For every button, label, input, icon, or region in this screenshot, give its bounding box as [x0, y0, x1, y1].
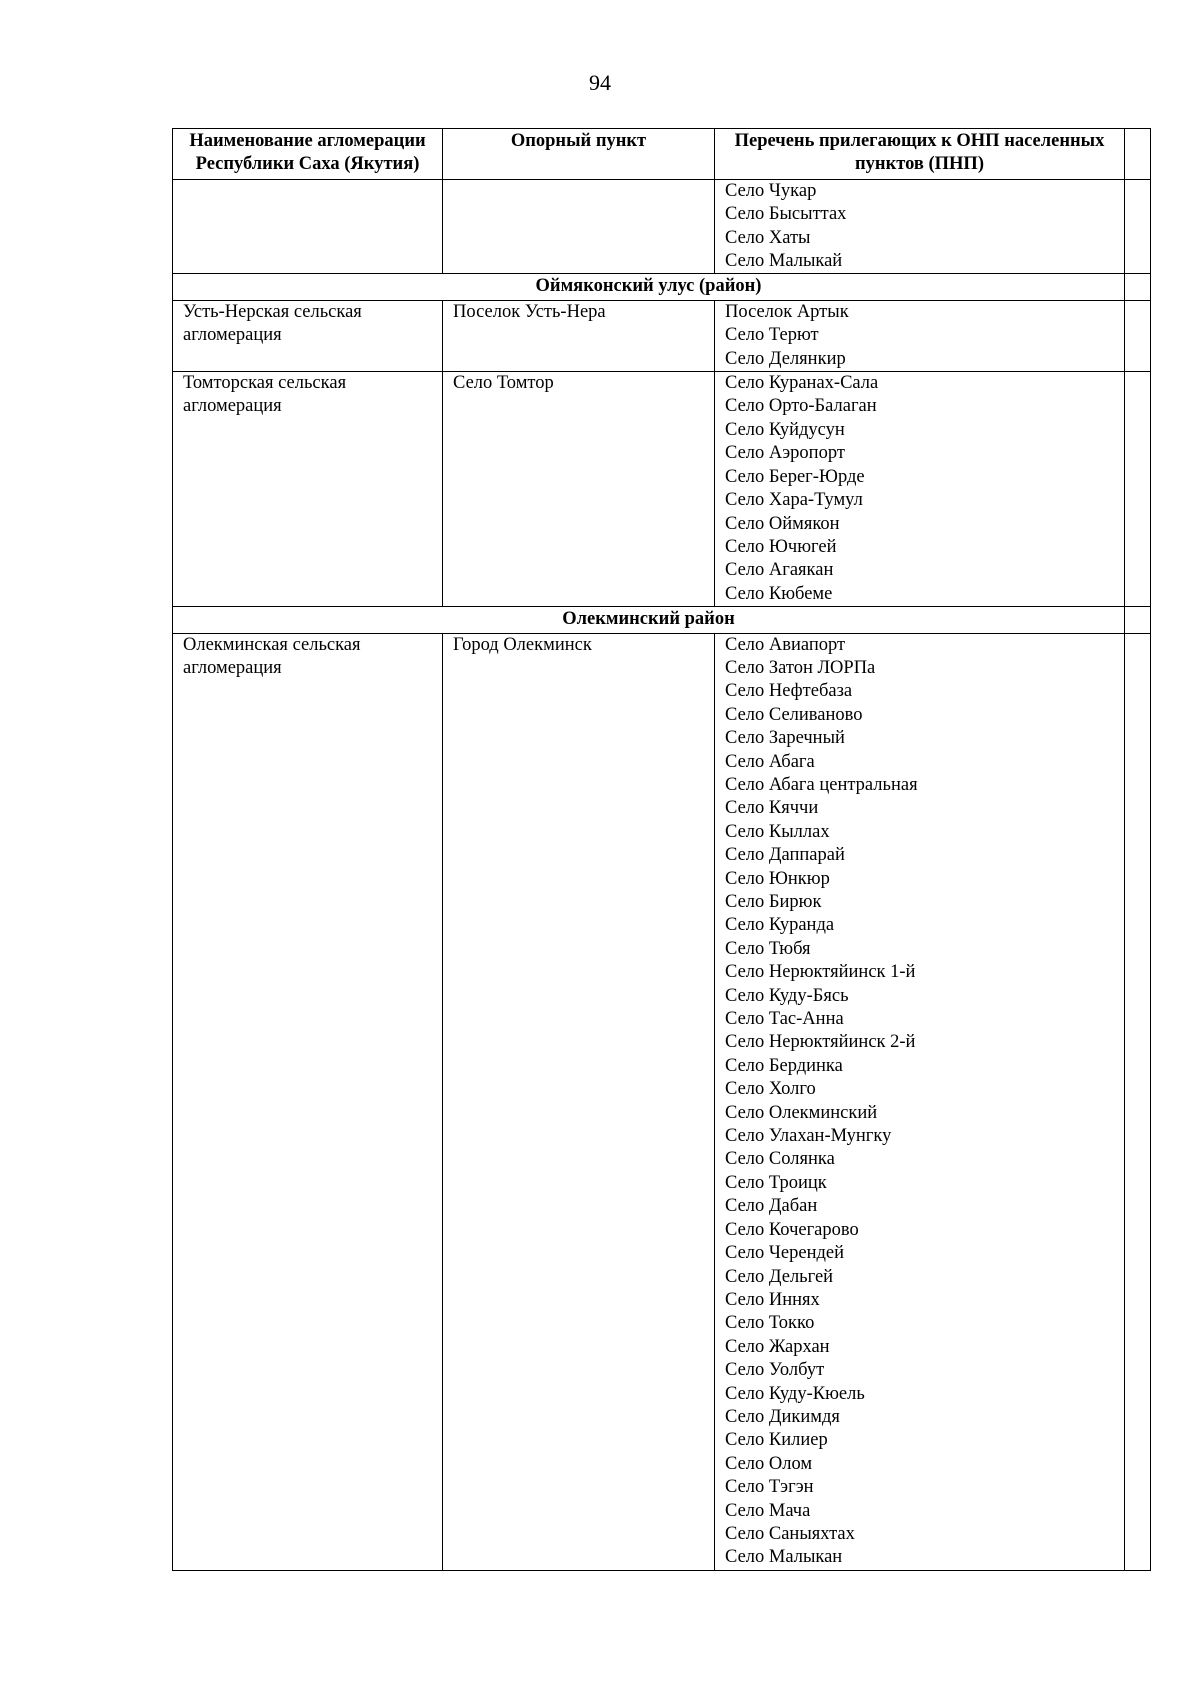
- settlement-item: Село Токко: [725, 1313, 815, 1334]
- settlement-item: Село Хара-Тумул: [725, 490, 863, 511]
- extra-cell: [1125, 607, 1151, 633]
- settlement-item: Село Кочегарово: [725, 1219, 859, 1240]
- table-row: [173, 179, 1151, 274]
- settlement-item: Село Чукар: [725, 180, 817, 201]
- extra-cell: [1125, 633, 1151, 1570]
- settlement-item: Село Куранах-Сала: [725, 373, 879, 394]
- settlement-item: Село Черендей: [725, 1243, 845, 1264]
- center-cell: Город Олекминск: [443, 633, 715, 1570]
- settlement-item: Село Тюбя: [725, 938, 811, 959]
- settlement-item: Село Мача: [725, 1500, 811, 1521]
- settlement-item: Село Улахан-Мунгку: [725, 1126, 892, 1147]
- settlements-cell: [715, 179, 1125, 274]
- settlement-item: Село Иннях: [725, 1289, 820, 1310]
- settlement-item: Село Олом: [725, 1453, 813, 1474]
- settlement-item: Село Агаякан: [725, 560, 834, 581]
- settlement-item: Село Берег-Юрде: [725, 466, 865, 487]
- settlement-item: Село Троицк: [725, 1172, 827, 1193]
- section-header-row: [173, 607, 1151, 633]
- settlement-item: Село Затон ЛОРПа: [725, 657, 876, 678]
- settlement-item: Село Куйдусун: [725, 419, 845, 440]
- settlement-item: Село Делянкир: [725, 348, 846, 369]
- table-row: [173, 300, 1151, 371]
- settlement-item: Село Абага: [725, 751, 815, 772]
- settlement-item: Село Тас-Анна: [725, 1009, 844, 1030]
- settlement-item: Село Малыкан: [725, 1547, 843, 1568]
- extra-cell: [1125, 300, 1151, 371]
- settlement-item: Село Хаты: [725, 227, 811, 248]
- settlement-item: Село Куду-Бясь: [725, 985, 849, 1006]
- settlement-item: Село Килиер: [725, 1430, 828, 1451]
- center-cell: Поселок Усть-Нера: [443, 300, 715, 371]
- settlement-item: Село Кяччи: [725, 798, 819, 819]
- settlement-item: Село Нерюктяйинск 2-й: [725, 1032, 916, 1053]
- header-agglomeration: Наименование агломерации Республики Саха (Якутия): [173, 129, 443, 180]
- settlement-item: Село Куранда: [725, 915, 835, 936]
- table-body: [173, 179, 1151, 1570]
- settlement-item: Село Заречный: [725, 728, 845, 749]
- settlement-item: Село Абага центральная: [725, 774, 918, 795]
- settlement-item: Село Кыллах: [725, 821, 830, 842]
- settlement-item: Село Бердинка: [725, 1055, 843, 1076]
- agglomeration-cell: Олекминская сельская агломерация: [173, 633, 443, 1570]
- agglomeration-cell: Томторская сельская агломерация: [173, 372, 443, 607]
- settlement-item: Село Оймякон: [725, 513, 840, 534]
- extra-cell: [1125, 372, 1151, 607]
- section-header-row: [173, 274, 1151, 300]
- table-row: [173, 372, 1151, 607]
- settlement-item: Село Дикимдя: [725, 1406, 840, 1427]
- header-extra-column: [1125, 129, 1151, 180]
- settlement-item: Село Малыкай: [725, 251, 843, 272]
- section-title: Олекминский район: [173, 607, 1125, 633]
- settlements-cell: [715, 633, 1125, 1570]
- settlement-item: Село Холго: [725, 1079, 816, 1100]
- extra-cell: [1125, 179, 1151, 274]
- settlement-item: Село Ючюгей: [725, 536, 837, 557]
- settlements-cell: [715, 300, 1125, 371]
- settlement-item: Село Нефтебаза: [725, 681, 853, 702]
- settlements-cell: [715, 372, 1125, 607]
- agglomeration-table: [172, 128, 1151, 1571]
- section-title: Оймяконский улус (район): [173, 274, 1125, 300]
- agglomeration-cell: Усть-Нерская сельская агломерация: [173, 300, 443, 371]
- settlement-item: Село Селиваново: [725, 704, 863, 725]
- header-settlements: Перечень прилегающих к ОНП населенных пунктов (ПНП): [715, 129, 1125, 180]
- settlement-item: Село Дельгей: [725, 1266, 834, 1287]
- extra-cell: [1125, 274, 1151, 300]
- table-header-row: [173, 129, 1151, 180]
- settlement-item: Село Куду-Кюель: [725, 1383, 865, 1404]
- settlement-item: Село Кюбеме: [725, 583, 833, 604]
- settlement-item: Село Авиапорт: [725, 634, 846, 655]
- settlement-item: Село Юнкюр: [725, 868, 830, 889]
- settlement-item: Село Солянка: [725, 1149, 835, 1170]
- header-center: Опорный пункт: [443, 129, 715, 180]
- agglomeration-cell: [173, 179, 443, 274]
- settlement-item: Село Орто-Балаган: [725, 396, 877, 417]
- center-cell: Село Томтор: [443, 372, 715, 607]
- settlement-item: Поселок Артык: [725, 301, 849, 322]
- settlement-item: Село Дабан: [725, 1196, 818, 1217]
- settlement-item: Село Уолбут: [725, 1360, 825, 1381]
- settlement-item: Село Терют: [725, 325, 819, 346]
- settlement-item: Село Аэропорт: [725, 443, 845, 464]
- settlement-item: Село Бысыттах: [725, 204, 847, 225]
- settlement-item: Село Нерюктяйинск 1-й: [725, 962, 916, 983]
- settlement-item: Село Бирюк: [725, 892, 822, 912]
- settlement-item: Село Жархан: [725, 1336, 830, 1357]
- table-row: [173, 633, 1151, 1570]
- settlement-item: Село Олекминский: [725, 1102, 878, 1123]
- settlement-item: Село Даппарай: [725, 845, 845, 866]
- page-number: 94: [589, 70, 611, 95]
- settlement-item: Село Тэгэн: [725, 1477, 814, 1498]
- settlement-item: Село Саныяхтах: [725, 1523, 855, 1544]
- center-cell: [443, 179, 715, 274]
